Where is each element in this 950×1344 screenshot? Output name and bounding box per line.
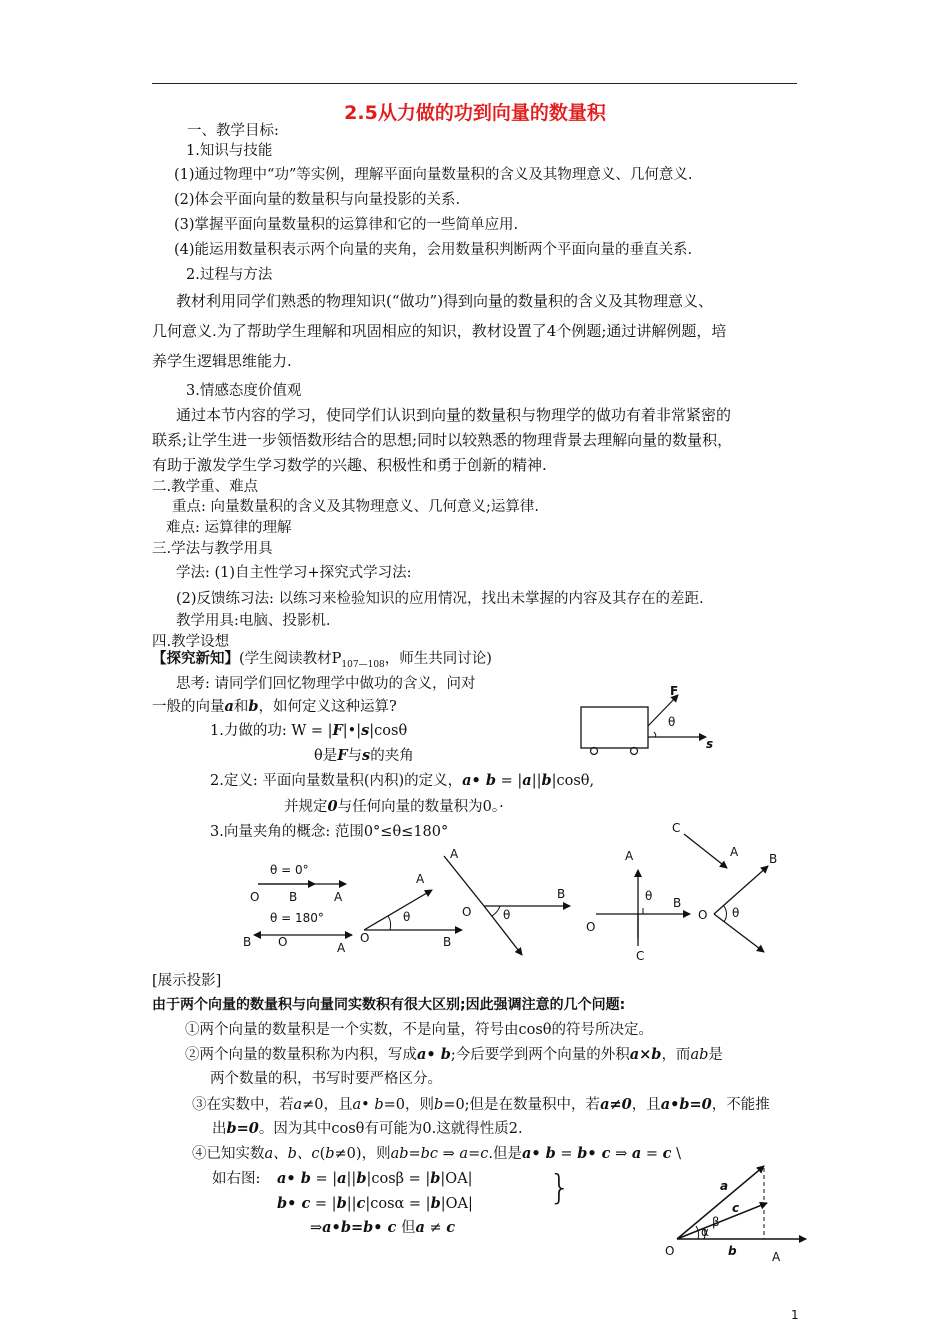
emotion-3: 有助于激发学生学习数学的兴趣、积极性和勇于创新的精神.: [152, 456, 547, 474]
process-3: 养学生逻辑思维能力.: [152, 352, 292, 370]
process-1: 教材利用同学们熟悉的物理知识(“做功”)得到向量的数量积的含义及其物理意义、: [176, 292, 714, 310]
note-3-cont: 出b=0。因为其中cosθ有可能为0.这就得性质2.: [212, 1120, 523, 1137]
force-diagram: [578, 684, 718, 764]
label-B2: B: [243, 935, 252, 949]
label-O: O: [462, 905, 472, 919]
knowledge-2: (2)体会平面向量的数量积与向量投影的关系.: [174, 192, 461, 208]
label-A: A: [730, 845, 739, 859]
label-C: C: [636, 949, 645, 963]
label-A: A: [416, 872, 425, 886]
label-theta: θ: [645, 889, 653, 903]
diagram-theta-zero: [250, 863, 346, 904]
relation-3: ⇒a•b=b• c 但a ≠ c: [310, 1219, 456, 1236]
angle-diagrams: [240, 818, 800, 968]
label-C: C: [672, 821, 681, 835]
knowledge-3: (3)掌握平面向量数量积的运算律和它的一些简单应用.: [174, 217, 519, 233]
label-alpha: α: [701, 1225, 709, 1239]
emotion-1: 通过本节内容的学习，使同学们认识到向量的数量积与物理学的做功有着非常紧密的: [176, 406, 732, 424]
header-rule: [152, 83, 797, 84]
s3-heading: 三.学法与教学用具: [152, 541, 273, 557]
label-theta: θ: [732, 906, 740, 920]
s2-heading: 二.教学重、难点: [152, 479, 259, 495]
relation-1: a• b = |a||b|cosβ = |b|OA|: [277, 1170, 473, 1187]
label-c: c: [732, 1201, 740, 1215]
label-theta: θ: [503, 908, 511, 922]
think-1: 思考: 请同学们回忆物理学中做功的含义，问对: [176, 676, 476, 692]
label-theta: θ: [668, 715, 676, 729]
label-b: b: [728, 1244, 737, 1258]
angle-concept: 3.向量夹角的概念: 范围0°≤θ≤180°: [210, 824, 449, 840]
diagram-right-angle: [586, 849, 690, 963]
label-theta-180: θ = 180°: [270, 911, 324, 925]
label-O: O: [360, 931, 370, 945]
process-2: 几何意义.为了帮助学生理解和巩固相应的知识，教材设置了4个例题;通过讲解例题，培: [152, 322, 727, 340]
relation-2: b• c = |b||c|cosα = |b|OA|: [277, 1195, 473, 1212]
label-A2: A: [337, 941, 346, 955]
emotion-2: 联系;让学生进一步领悟数形结合的思想;同时以较熟悉的物理背景去理解向量的数量积，: [152, 431, 733, 449]
page-title: 2.5从力做的功到向量的数量积: [344, 102, 606, 124]
label-B: B: [673, 896, 682, 910]
label-B: B: [443, 935, 452, 949]
label-s: s: [706, 737, 714, 751]
emotion-heading: 3.情感态度价值观: [186, 383, 302, 399]
dot-definition: 2.定义: 平面向量数量积(内积)的定义，a• b = |a||b|cosθ,: [210, 772, 595, 789]
s1-heading: 一、教学目标:: [187, 123, 279, 139]
label-O: O: [698, 908, 708, 922]
zero-rule: 并规定0与任何向量的数量积为0。·: [284, 798, 504, 815]
projection-diagram: [660, 1160, 810, 1270]
diagram-acute: [360, 872, 462, 949]
knowledge-1: (1)通过物理中“功”等实例，理解平面向量数量积的含义及其物理意义、几何意义.: [174, 167, 693, 183]
diagram-theta-180: [243, 911, 352, 955]
page-number: 1: [791, 1308, 799, 1322]
label-theta-0: θ = 0°: [270, 863, 309, 877]
label-A: A: [772, 1250, 781, 1264]
label-O: O: [586, 920, 596, 934]
vector-a: [677, 1166, 764, 1239]
s4-heading: 四.教学设想: [152, 634, 230, 650]
method-2: (2)反馈练习法: 以练习来检验知识的应用情况，找出未掌握的内容及其存在的差距.: [176, 591, 704, 607]
s5-heading: [展示投影]: [152, 973, 222, 989]
label-beta: β: [712, 1215, 720, 1229]
vector-c: [677, 1203, 767, 1239]
s5-intro: 由于两个向量的数量积与向量同实数积有很大区别;因此强调注意的几个问题:: [152, 997, 626, 1013]
diagram-obtuse: [444, 847, 570, 955]
label-O2: O: [278, 935, 288, 949]
figure-ref: 如右图:: [212, 1171, 261, 1187]
process-heading: 2.过程与方法: [186, 267, 273, 283]
think-2: 一般的向量a和b，如何定义这种运算?: [152, 698, 397, 715]
label-B1: B: [289, 890, 298, 904]
method-1: 学法: (1)自主性学习+探究式学习法:: [176, 565, 412, 581]
note-1: ①两个向量的数量积是一个实数，不是向量，符号由cosθ的符号所决定。: [185, 1022, 654, 1038]
explore-line: 【探究新知】(学生阅读教材$P_{107—108}$，师生共同讨论): [152, 650, 492, 670]
note-3: ③在实数中，若a≠0，且a• b=0，则b=0;但是在数量积中，若a≠0，且a•b=0，不能推: [192, 1096, 770, 1113]
diagram-shifted-vectors: [672, 821, 777, 952]
note-4: ④已知实数a、b、c(b≠0)，则ab=bc ⇒ a=c.但是a• b = b• c ⇒ a = c \: [192, 1145, 681, 1162]
label-O1: O: [250, 890, 260, 904]
note-2: ②两个向量的数量积称为内积，写成a• b;今后要学到两个向量的外积a×b，而ab是: [185, 1046, 723, 1063]
teaching-tools: 教学用具:电脑、投影机.: [176, 613, 331, 629]
label-theta: θ: [403, 910, 411, 924]
label-B: B: [557, 887, 566, 901]
label-A: A: [450, 847, 459, 861]
label-O: O: [665, 1244, 675, 1258]
label-B: B: [769, 852, 778, 866]
difficult-point: 难点: 运算律的理解: [166, 520, 292, 536]
label-a: a: [720, 1179, 729, 1193]
label-A: A: [625, 849, 634, 863]
note-2-cont: 两个数量的积，书写时要严格区分。: [210, 1071, 442, 1087]
box-shape: [581, 707, 648, 748]
label-F: F: [670, 684, 679, 698]
brace: }: [549, 1168, 571, 1208]
label-A1: A: [334, 890, 343, 904]
knowledge-heading: 1.知识与技能: [186, 143, 273, 159]
work-formula: 1.力做的功: W = |F|•|s|cosθ: [210, 722, 408, 739]
key-point: 重点: 向量数量积的含义及其物理意义、几何意义;运算律.: [172, 499, 539, 515]
explore-label: 【探究新知】: [152, 650, 239, 667]
theta-def: θ是F与s的夹角: [314, 747, 414, 764]
knowledge-4: (4)能运用数量积表示两个向量的夹角，会用数量积判断两个平面向量的垂直关系.: [174, 242, 693, 258]
